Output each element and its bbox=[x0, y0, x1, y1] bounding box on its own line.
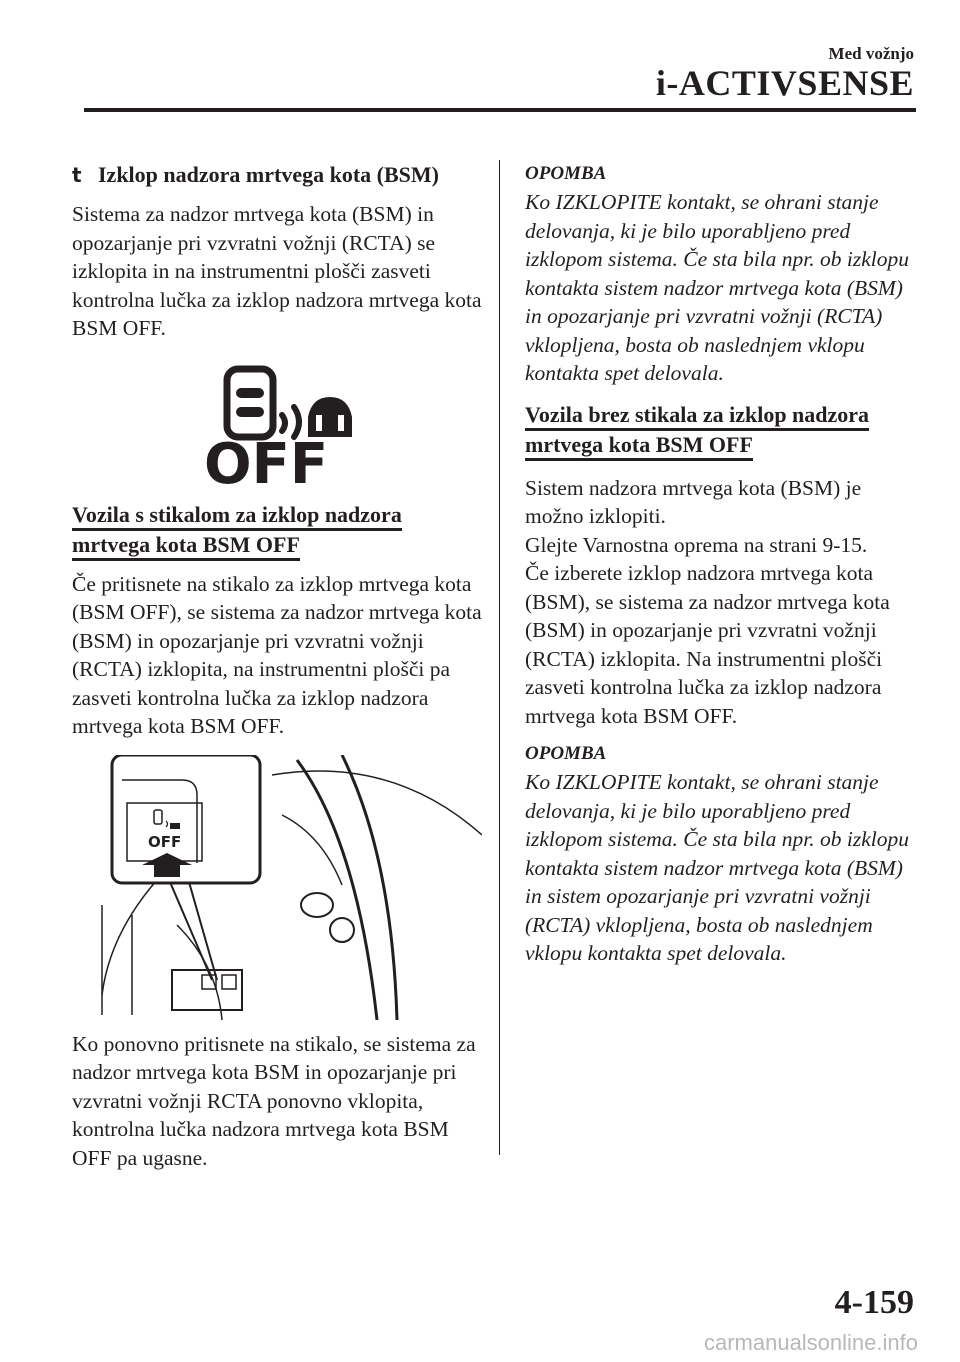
bsm-off-indicator-icon bbox=[72, 355, 482, 500]
column-divider bbox=[499, 160, 500, 1155]
note-label: OPOMBA bbox=[525, 163, 607, 184]
subhead-with-switch-line2: mrtvega kota BSM OFF bbox=[72, 532, 300, 561]
section-bullet-icon: t bbox=[72, 163, 82, 187]
header-chapter: Med vožnjo bbox=[828, 44, 914, 63]
select-disable-paragraph: Če izberete izklop nadzora mrtvega kota (BSM), se sistema za nadzor mrtvega kota (BSM) in opozarjanje pri vzvratni vožnji (RCTA) izklopita. Na instrumentni plošči zasveti kontrolna lučka za izklop nadzora mrtvega kota BSM OFF. bbox=[525, 561, 890, 728]
bsm-off-switch-illustration bbox=[72, 755, 482, 1020]
note-text-2: Ko IZKLOPITE kontakt, se ohrani stanje delovanja, ki je bilo uporabljeno pred izklopom sistema. Če sta bila npr. ob izklopu kontakta sistem nadzor mrtvega kota (BSM) in sistem opozarjanje pri vzvratni vožnji (RCTA) vklopljena, bosta ob naslednjem vklopu kontakta spet delovala. bbox=[525, 770, 910, 965]
switch-paragraph: Če pritisnete na stikalo za izklop mrtvega kota (BSM OFF), se sistema za nadzor mrtvega kota (BSM) in opozarjanje pri vzvratni vožnji (RCTA) izklopita, na instrumentni plošči pa zasveti kontrolna lučka za izklop nadzora mrtvega kota BSM OFF. bbox=[72, 571, 482, 738]
re-enable-paragraph: Ko ponovno pritisnete na stikalo, se sistema za nadzor mrtvega kota BSM in opozarjanje pri vzvratni vožnji RCTA ponovno vklopita, kontrolna lučka nadzora mrtvega kota BSM OFF pa ugasne. bbox=[72, 1031, 476, 1170]
reference-paragraph: Glejte Varnostna oprema na strani 9-15. bbox=[525, 532, 868, 557]
subhead-without-switch-line1: Vozila brez stikala za izklop nadzora bbox=[525, 402, 869, 431]
header-rule bbox=[84, 108, 916, 112]
left-column bbox=[72, 160, 482, 1172]
subhead-with-switch bbox=[72, 500, 482, 560]
section-title-text: Izklop nadzora mrtvega kota (BSM) bbox=[98, 162, 439, 187]
bsm-off-icon-text: OFF bbox=[204, 431, 329, 497]
page-number: 4-159 bbox=[834, 1284, 914, 1321]
subhead-without-switch-line2: mrtvega kota BSM OFF bbox=[525, 432, 753, 461]
watermark: carmanualsonline.info bbox=[703, 1330, 918, 1355]
right-column bbox=[525, 160, 925, 968]
subhead-without-switch bbox=[525, 400, 925, 460]
intro-paragraph: Sistema za nadzor mrtvega kota (BSM) in opozarjanje pri vzvratni vožnji (RCTA) se izklopita in na instrumentni plošči zasveti kontrolna lučka za izklop nadzora mrtvega kota BSM OFF. bbox=[72, 202, 482, 340]
note-text: Ko IZKLOPITE kontakt, se ohrani stanje delovanja, ki je bilo uporabljeno pred izklopom sistema. Če sta bila npr. ob izklopu kontakta sistem nadzor mrtvega kota (BSM) in opozarjanje pri vzvratni vožnji (RCTA) vklopljena, bosta ob naslednjem vklopu kontakta spet delovala. bbox=[525, 190, 910, 385]
subhead-with-switch-line1: Vozila s stikalom za izklop nadzora bbox=[72, 502, 402, 531]
header-title: i-ACTIVSENSE bbox=[655, 63, 914, 103]
illustration-off-label: OFF bbox=[148, 832, 182, 851]
note-label-2: OPOMBA bbox=[525, 743, 607, 764]
section-title bbox=[72, 160, 482, 190]
disable-possible-paragraph: Sistem nadzora mrtvega kota (BSM) je možno izklopiti. bbox=[525, 475, 862, 528]
